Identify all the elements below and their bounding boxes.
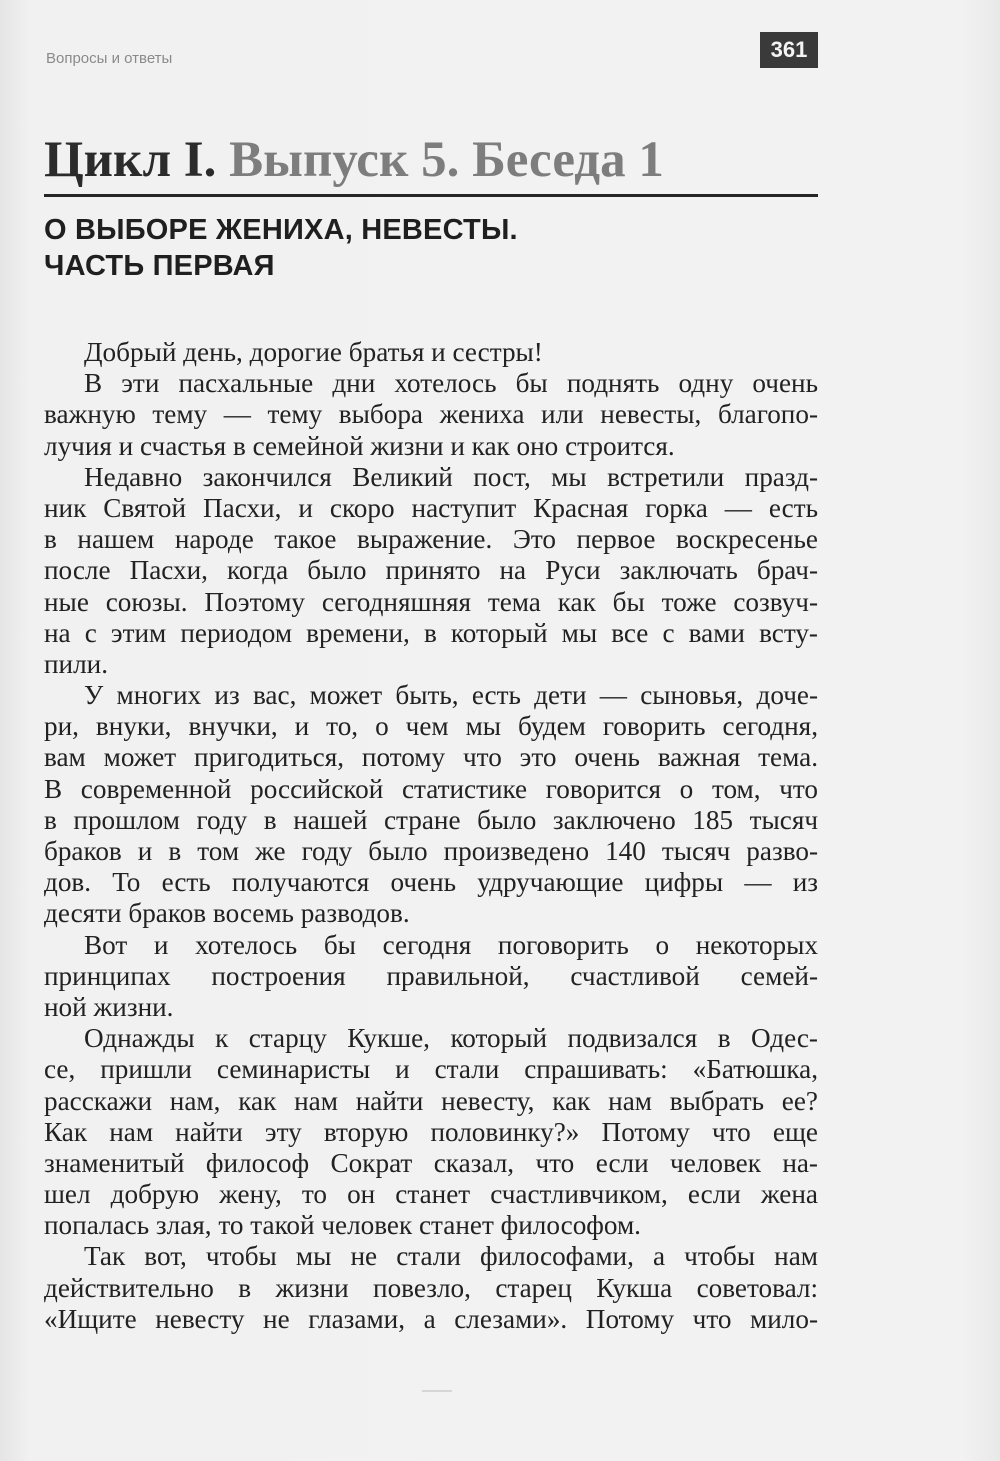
text-line: «Ищите невесту не глазами, а слезами». Потому что мило- xyxy=(44,1303,818,1334)
chapter-title-cycle: Цикл I. xyxy=(44,132,217,188)
chapter-title xyxy=(44,130,664,190)
text-line: в прошлом году в нашей стране было заключено 185 тысяч xyxy=(44,804,818,835)
text-line: се, пришли семинаристы и стали спрашивать: «Батюшка, xyxy=(44,1054,818,1085)
text-line: Однажды к старцу Кукше, который подвизался в Одес- xyxy=(84,1023,818,1054)
text-line: десяти браков восемь разводов. xyxy=(44,898,410,929)
text-line: У многих из вас, может быть, есть дети — сыновья, доче- xyxy=(84,680,818,711)
text-line: ной жизни. xyxy=(44,991,174,1022)
text-line: знаменитый философ Сократ сказал, что если человек на- xyxy=(44,1147,818,1178)
text-line: ные союзы. Поэтому сегодняшняя тема как бы тоже созвуч- xyxy=(44,586,818,617)
chapter-title-issue: Выпуск 5. Беседа 1 xyxy=(229,132,664,188)
text-line: Вот и хотелось бы сегодня поговорить о некоторых xyxy=(84,929,818,960)
footer-mark xyxy=(422,1390,452,1392)
text-line: Так вот, чтобы мы не стали философами, а чтобы нам xyxy=(84,1241,818,1272)
text-line: ник Святой Пасхи, и скоро наступит Красная горка — есть xyxy=(44,492,818,523)
text-line: важную тему — тему выбора жениха или невесты, благопо- xyxy=(44,399,818,430)
body-text xyxy=(44,337,818,1335)
section-title-line-2: ЧАСТЬ ПЕРВАЯ xyxy=(44,250,275,282)
text-line: лучия и счастья в семейной жизни и как оно строится. xyxy=(44,430,675,461)
text-line: дов. То есть получаются очень удручающие цифры — из xyxy=(44,867,818,898)
text-line: В эти пасхальные дни хотелось бы поднять одну очень xyxy=(84,368,818,399)
text-line: расскажи нам, как нам найти невесту, как нам выбрать ее? xyxy=(44,1085,818,1116)
text-line: Добрый день, дорогие братья и сестры! xyxy=(84,337,543,367)
text-line: вам может пригодиться, потому что это очень важная тема. xyxy=(44,742,818,773)
text-line: шел добрую жену, то он станет счастливчиком, если жена xyxy=(44,1179,818,1210)
text-line: пили. xyxy=(44,648,109,679)
section-title-line-1: О ВЫБОРЕ ЖЕНИХА, НЕВЕСТЫ. xyxy=(44,214,518,246)
text-line: в нашем народе такое выражение. Это первое воскресенье xyxy=(44,524,818,555)
running-header: Вопросы и ответы xyxy=(46,50,173,67)
text-line: принципах построения правильной, счастливой семей- xyxy=(44,960,818,991)
text-line: на с этим периодом времени, в который мы все с вами всту- xyxy=(44,617,818,648)
text-line: действительно в жизни повезло, старец Кукша советовал: xyxy=(44,1272,818,1303)
text-line: Как нам найти эту вторую половинку?» Потому что еще xyxy=(44,1116,818,1147)
text-line: ри, внуки, внучки, и то, о чем мы будем говорить сегодня, xyxy=(44,711,818,742)
text-line: браков и в том же году было произведено 140 тысяч разво- xyxy=(44,836,818,866)
title-underline xyxy=(44,194,818,197)
page-number: 361 xyxy=(760,32,818,68)
text-line: Недавно закончился Великий пост, мы встретили празд- xyxy=(84,461,818,492)
text-line: после Пасхи, когда было принято на Руси заключать брач- xyxy=(44,555,818,586)
text-line: попалась злая, то такой человек станет философом. xyxy=(44,1210,641,1241)
text-line: В современной российской статистике говорится о том, что xyxy=(44,773,818,804)
section-title xyxy=(44,212,518,284)
